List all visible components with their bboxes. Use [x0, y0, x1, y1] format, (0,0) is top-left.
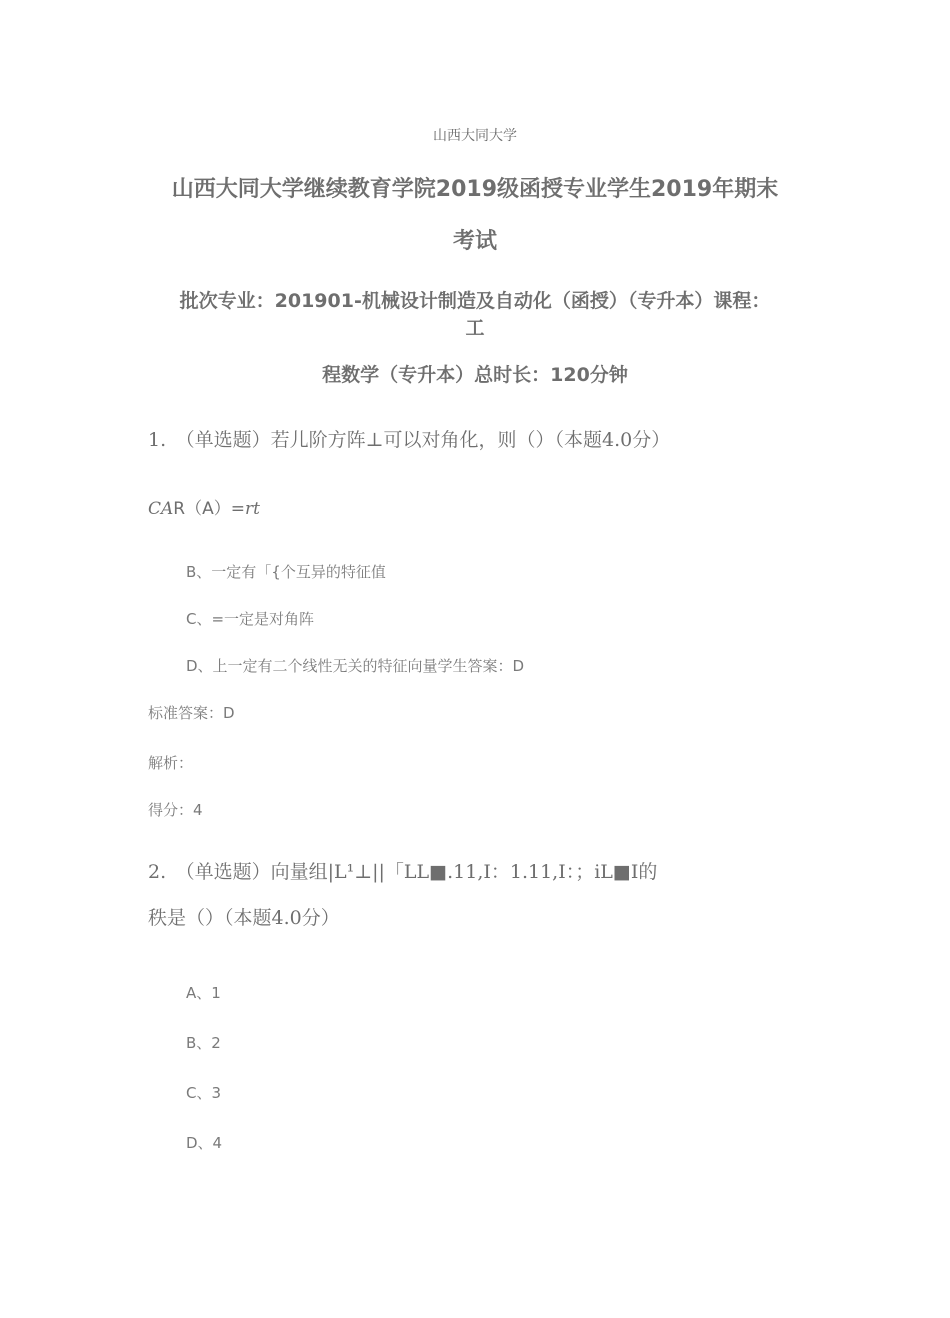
- exam-title-line2: 考试: [452, 229, 497, 254]
- question-1-option-b: B、一定有「{个互异的特征值: [186, 563, 386, 581]
- question-1-analysis: 解析：: [148, 754, 194, 772]
- question-2-option-a: A、1: [186, 984, 221, 1002]
- question-1-option-a-formula: [148, 494, 260, 519]
- exam-title-line1: 山西大同大学继续教育学院2019级函授专业学生2019年期末: [171, 177, 779, 202]
- formula-rank: R（A）=: [173, 499, 245, 519]
- question-1-standard-answer: 标准答案：D: [148, 704, 235, 722]
- question-2-stem-line1: 2. （单选题）向量组|L¹⊥||「LL■.11,I：1.11,I：；iL■I的: [148, 861, 658, 883]
- question-2-stem-line2: 秩是（）（本题4.0分）: [148, 907, 340, 929]
- question-1-option-d: D、上一定有二个线性无关的特征向量学生答案：D: [186, 657, 525, 675]
- batch-major-line1: 批次专业：201901-机械设计制造及自动化（函授）（专升本）课程：: [179, 290, 771, 312]
- question-2-option-c: C、3: [186, 1084, 222, 1102]
- formula-ca: CA: [148, 499, 174, 519]
- batch-major-line2: 工: [465, 317, 485, 339]
- formula-rt: rt: [244, 499, 260, 519]
- question-1-stem: 1. （单选题）若儿阶方阵⊥可以对角化，则（）（本题4.0分）: [148, 429, 671, 451]
- course-duration: 程数学（专升本）总时长：120分钟: [322, 364, 628, 386]
- question-1-option-c: C、=一定是对角阵: [186, 610, 315, 628]
- question-1-score: 得分：4: [148, 801, 203, 819]
- school-header: 山西大同大学: [433, 128, 517, 144]
- question-2-option-d: D、4: [186, 1134, 223, 1152]
- question-2-option-b: B、2: [186, 1034, 221, 1052]
